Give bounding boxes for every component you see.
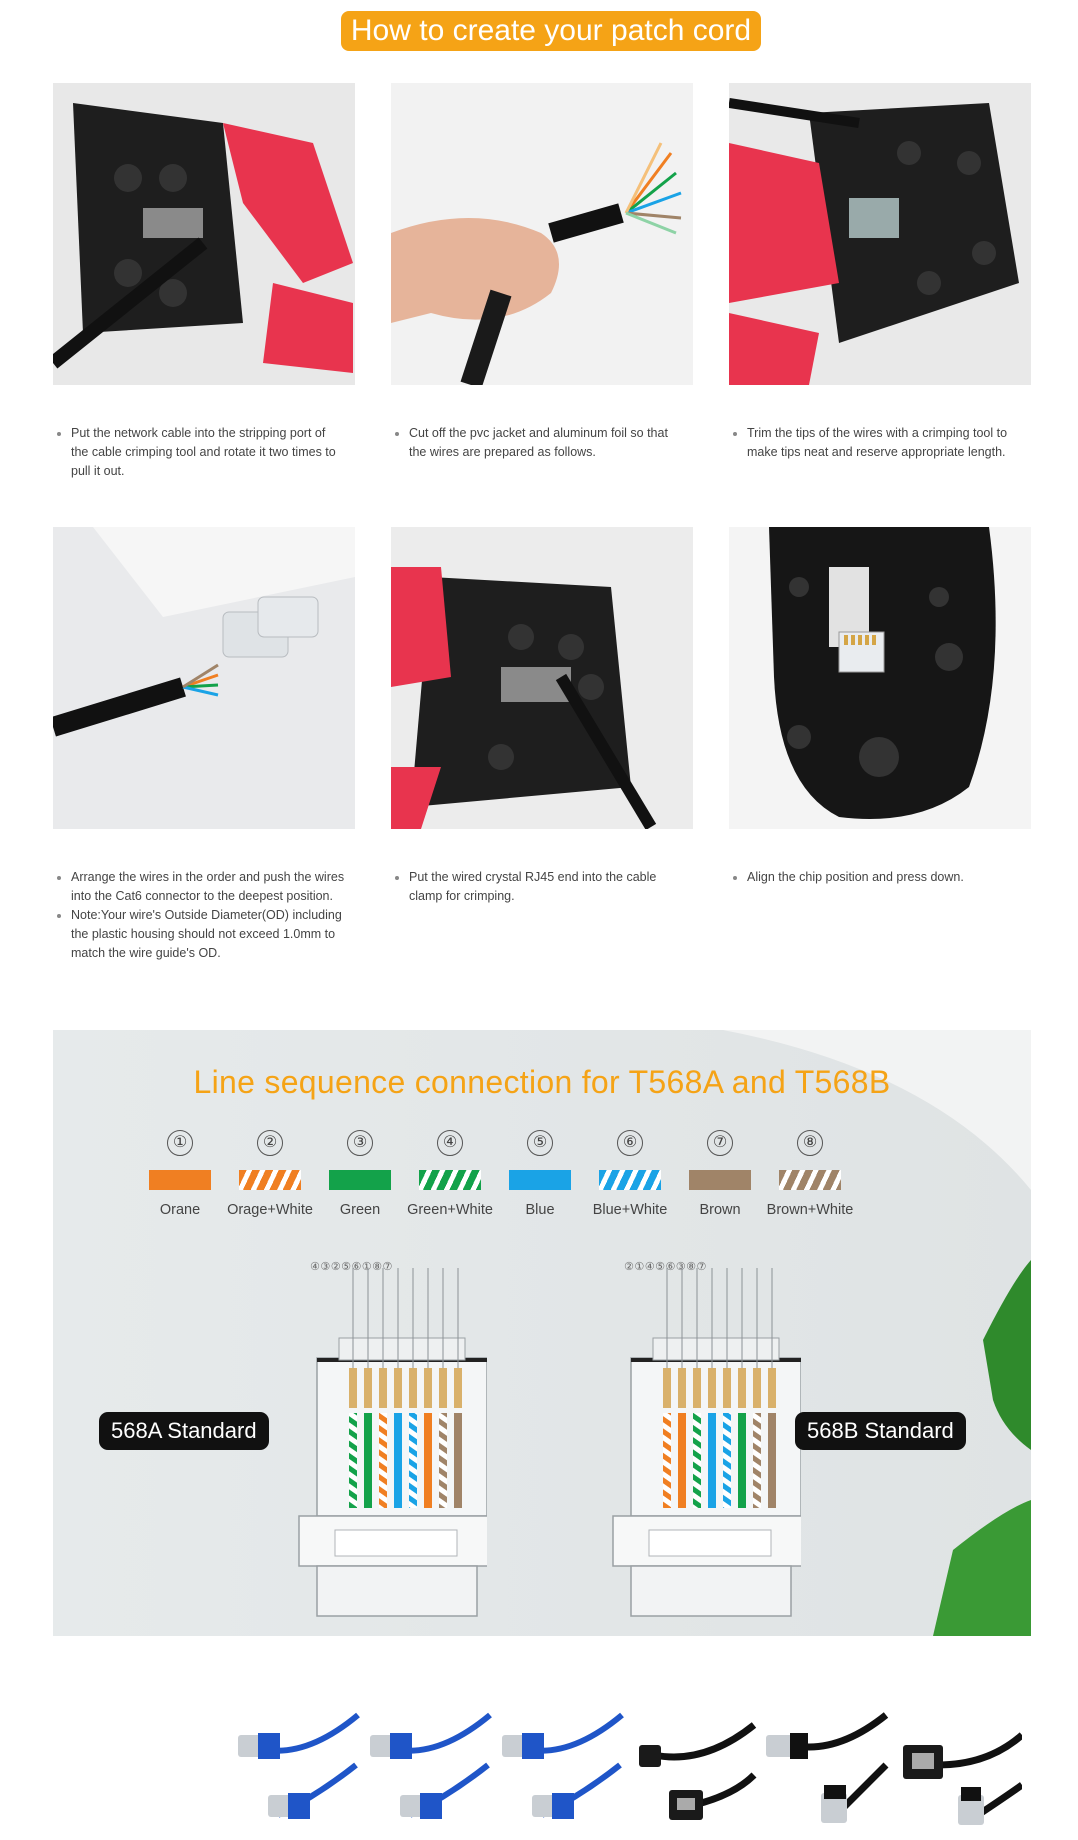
step-5-photo <box>391 527 693 829</box>
gold-pin <box>394 1368 402 1408</box>
wire-legend-item <box>495 1130 585 1218</box>
wire-name: Green+White <box>407 1202 493 1218</box>
caption-item: • Put the network cable into the stripping port of the cable crimping tool and rotate it two times to pull it out. <box>71 424 345 481</box>
pin-order-568a: ④③②⑤⑥①⑧⑦ <box>310 1261 393 1273</box>
wire-color-swatch <box>149 1170 211 1190</box>
cable-thumbnail-blue-1 <box>238 1705 362 1829</box>
wire-number: ② <box>257 1130 283 1156</box>
gold-pin <box>723 1368 731 1408</box>
wire-number: ③ <box>347 1130 373 1156</box>
page-title: How to create your patch cord <box>341 11 761 51</box>
gold-pin <box>424 1368 432 1408</box>
gold-pin <box>409 1368 417 1408</box>
caption-item: • Cut off the pvc jacket and aluminum foil so that the wires are prepared as follows. <box>409 424 683 462</box>
step-4-caption <box>53 868 345 963</box>
gold-pin <box>738 1368 746 1408</box>
gold-pin <box>439 1368 447 1408</box>
wire-color-swatch <box>329 1170 391 1190</box>
pin-order-568b: ②①④⑤⑥③⑧⑦ <box>624 1261 707 1273</box>
step-3-caption <box>729 424 1021 462</box>
step-2-caption <box>391 424 683 462</box>
standard-label-568a: 568A Standard <box>99 1412 269 1450</box>
wire-name: Blue <box>525 1202 555 1218</box>
wire-number: ① <box>167 1130 193 1156</box>
wire-name: Green <box>339 1202 381 1218</box>
caption-item: • Trim the tips of the wires with a crimping tool to make tips neat and reserve appropriate length. <box>747 424 1021 462</box>
caption-item: • Put the wired crystal RJ45 end into the cable clamp for crimping. <box>409 868 683 906</box>
wire-strand <box>379 1413 387 1508</box>
standard-label-568b: 568B Standard <box>795 1412 966 1450</box>
wire-name: Blue+White <box>592 1202 668 1218</box>
step-6-photo <box>729 527 1031 829</box>
wire-name: Orane <box>159 1202 201 1218</box>
wire-strand <box>708 1413 716 1508</box>
caption-item: • Align the chip position and press down. <box>747 868 1021 887</box>
gold-pin <box>364 1368 372 1408</box>
gold-pin <box>454 1368 462 1408</box>
wire-legend-item <box>315 1130 405 1218</box>
step-5-caption <box>391 868 683 906</box>
wire-strand <box>738 1413 746 1508</box>
wire-strand <box>454 1413 462 1508</box>
wire-name: Brown+White <box>766 1202 854 1218</box>
wire-legend-item <box>675 1130 765 1218</box>
wire-color-swatch <box>509 1170 571 1190</box>
wire-strand <box>409 1413 417 1508</box>
rj45-connector-568a <box>277 1268 487 1636</box>
sequence-title: Line sequence connection for T568A and T568B <box>193 1064 891 1100</box>
wire-number: ⑤ <box>527 1130 553 1156</box>
wire-number: ④ <box>437 1130 463 1156</box>
step-2-photo <box>391 83 693 385</box>
cable-thumbnail-blue-2 <box>370 1705 494 1829</box>
wire-strand <box>768 1413 776 1508</box>
cable-thumbnail-black-extension <box>634 1705 758 1829</box>
wire-legend-item <box>765 1130 855 1218</box>
wire-name: Brown <box>699 1202 741 1218</box>
connector-clip <box>631 1566 791 1616</box>
wire-number: ⑥ <box>617 1130 643 1156</box>
wire-strand <box>424 1413 432 1508</box>
wire-strand <box>753 1413 761 1508</box>
wire-strand <box>349 1413 357 1508</box>
rj45-connector-568b <box>591 1268 801 1636</box>
connector-clip <box>317 1566 477 1616</box>
connector-latch <box>649 1530 771 1556</box>
wire-legend-item <box>225 1130 315 1218</box>
wire-number: ⑧ <box>797 1130 823 1156</box>
gold-pin <box>678 1368 686 1408</box>
step-1-photo <box>53 83 355 385</box>
wire-strand <box>394 1413 402 1508</box>
panel-background <box>53 1030 1031 1636</box>
wire-strand <box>439 1413 447 1508</box>
gold-pin <box>753 1368 761 1408</box>
wire-strand <box>678 1413 686 1508</box>
wire-legend-item <box>405 1130 495 1218</box>
gold-pin <box>708 1368 716 1408</box>
wire-strand <box>663 1413 671 1508</box>
gold-pin <box>693 1368 701 1408</box>
wire-name: Orage+White <box>227 1202 313 1218</box>
wire-strand <box>364 1413 372 1508</box>
wire-color-swatch <box>239 1170 301 1190</box>
wire-color-swatch <box>689 1170 751 1190</box>
wire-legend-item <box>135 1130 225 1218</box>
caption-note: • Note:Your wire's Outside Diameter(OD) including the plastic housing should not exceed 1.0mm to match the wire guide's OD. <box>71 906 345 963</box>
connector-top <box>339 1338 465 1360</box>
connector-top <box>653 1338 779 1360</box>
step-1-caption <box>53 424 345 481</box>
gold-pin <box>379 1368 387 1408</box>
wire-color-swatch <box>419 1170 481 1190</box>
wire-color-swatch <box>779 1170 841 1190</box>
cable-thumbnail-black-panel-mount <box>898 1705 1022 1829</box>
gold-pin <box>768 1368 776 1408</box>
cable-thumbnail-black-angled <box>766 1705 890 1829</box>
wire-legend-item <box>585 1130 675 1218</box>
wire-strand <box>723 1413 731 1508</box>
caption-item: • Arrange the wires in the order and push the wires into the Cat6 connector to the deepest position. <box>71 868 345 906</box>
step-6-caption <box>729 868 1021 887</box>
wire-strand <box>693 1413 701 1508</box>
gold-pin <box>349 1368 357 1408</box>
step-4-photo <box>53 527 355 829</box>
wire-color-swatch <box>599 1170 661 1190</box>
line-sequence-panel <box>53 1030 1031 1636</box>
gold-pin <box>663 1368 671 1408</box>
wire-number: ⑦ <box>707 1130 733 1156</box>
step-3-photo <box>729 83 1031 385</box>
connector-latch <box>335 1530 457 1556</box>
cable-thumbnail-blue-3 <box>502 1705 626 1829</box>
